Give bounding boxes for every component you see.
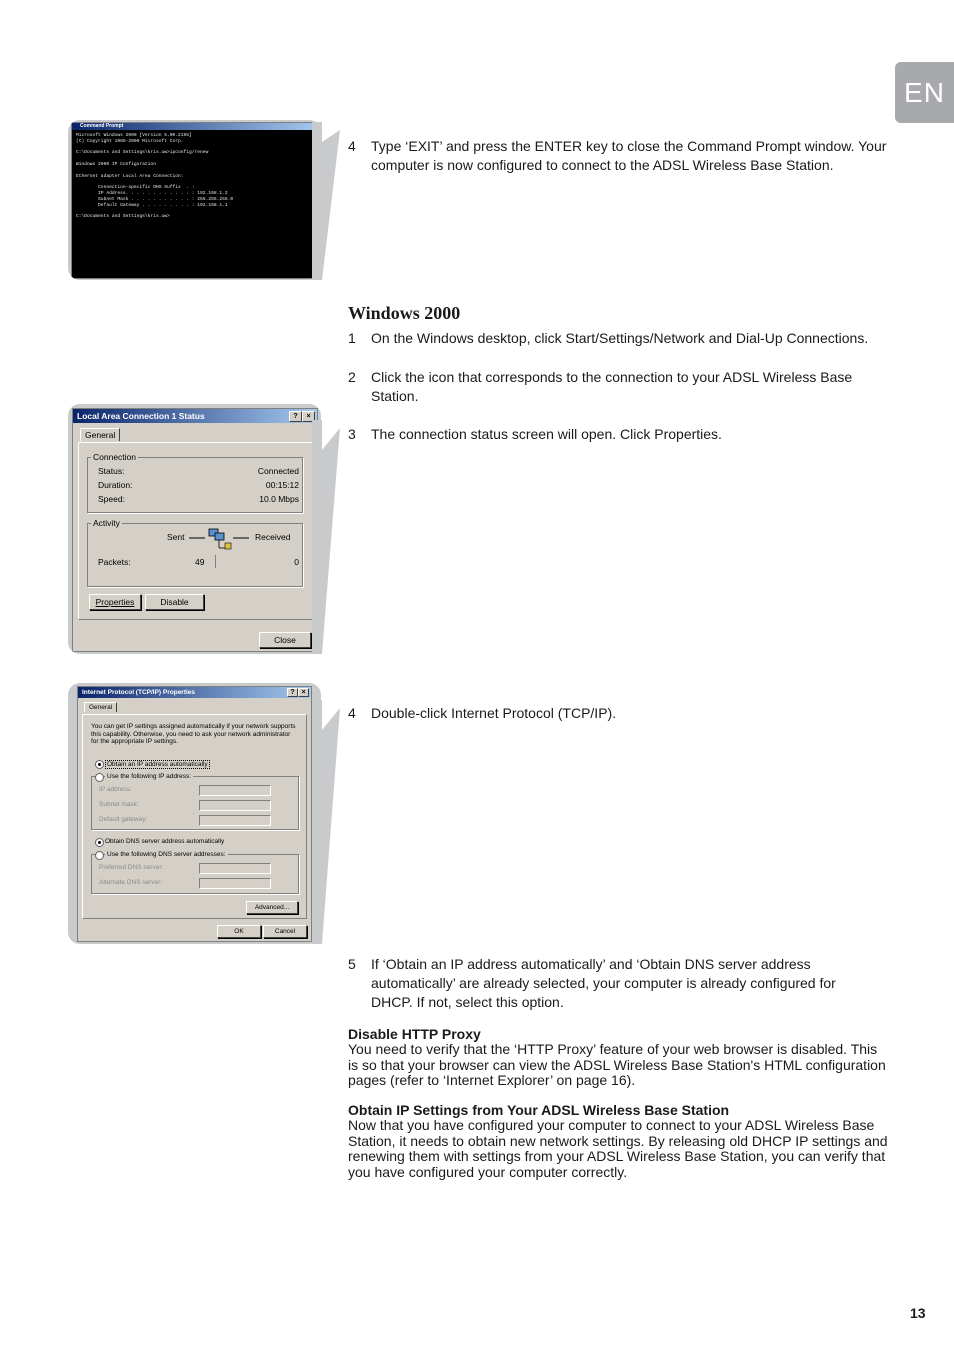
alternate-dns-label: Alternate DNS server: — [99, 879, 163, 886]
close-button[interactable]: Close — [259, 632, 311, 648]
status-value: Connected — [257, 466, 299, 476]
command-prompt-title: Command Prompt — [72, 123, 320, 130]
tab-general[interactable]: General — [80, 428, 120, 441]
duration-label: Duration: — [98, 480, 133, 490]
packets-label: Packets: — [98, 557, 131, 567]
disable-proxy-heading: Disable HTTP Proxy — [348, 1026, 481, 1042]
preferred-dns-label: Preferred DNS server: — [99, 864, 164, 871]
default-gateway-label: Default gateway: — [99, 816, 148, 823]
obtain-dns-auto-radio[interactable] — [95, 838, 104, 847]
sent-label: Sent — [167, 532, 185, 542]
subnet-mask-field[interactable] — [199, 800, 271, 811]
page-number: 13 — [910, 1305, 926, 1321]
use-following-dns-radio[interactable] — [95, 851, 104, 860]
w2k-step-5: 5 If ‘Obtain an IP address automatically’ and ‘Obtain DNS server address automatically’ are already selected, your computer is already configured for DHCP. If not, select this option. — [348, 956, 836, 1010]
use-following-ip-radio[interactable] — [95, 773, 104, 782]
callout-wedge — [312, 700, 340, 944]
w2k-step-4: 4 Double-click Internet Protocol (TCP/IP). — [348, 705, 617, 721]
preferred-dns-field[interactable] — [199, 863, 271, 874]
obtain-ip-auto-label[interactable]: Obtain an IP address automatically — [107, 761, 208, 768]
w2k-step-2: 2 Click the icon that corresponds to the connection to your ADSL Wireless Base Station. — [348, 369, 853, 404]
callout-wedge — [312, 420, 340, 654]
tcpip-intro-text: You can get IP settings assigned automatically if your network supports this capability. Otherwise, you need to ask your network administrator for the appropriate IP settings. — [91, 723, 296, 745]
tcpip-dialog-titlebar: Internet Protocol (TCP/IP) Properties ? × — [78, 687, 311, 698]
obtain-dns-auto-label[interactable]: Obtain DNS server address automatically — [105, 838, 225, 845]
disable-proxy-text: You need to verify that the ‘HTTP Proxy’ feature of your web browser is disabled. This is so that your browser can view the ADSL Wireless Base Station's HTML configuration pages (refer to ‘Internet Explorer’ on page 16). — [348, 1041, 886, 1088]
speed-label: Speed: — [98, 494, 125, 504]
ip-address-label: IP address: — [99, 786, 132, 793]
received-label: Received — [255, 532, 291, 542]
step-exit: 4 Type ‘EXIT’ and press the ENTER key to close the Command Prompt window. Your computer is now configured to connect to the ADSL Wireless Base Station. — [348, 138, 887, 173]
status-panel — [78, 442, 313, 620]
language-tab: EN — [895, 62, 954, 123]
w2k-step-1: 1 On the Windows desktop, click Start/Settings/Network and Dial-Up Connections. — [348, 330, 869, 346]
tcpip-properties-dialog — [77, 686, 312, 942]
advanced-button[interactable]: Advanced... — [246, 901, 298, 914]
duration-value: 00:15:12 — [265, 480, 299, 490]
packets-divider — [215, 555, 216, 568]
close-icon[interactable]: × — [298, 688, 309, 697]
cancel-button[interactable]: Cancel — [263, 925, 307, 938]
status-label: Status: — [98, 466, 125, 476]
command-prompt-window — [71, 122, 321, 279]
connection-status-screenshot — [68, 404, 321, 654]
use-following-dns-label[interactable]: Use the following DNS server addresses: — [107, 851, 226, 858]
tcpip-panel — [82, 714, 307, 919]
obtain-ip-heading: Obtain IP Settings from Your ADSL Wireless Base Station — [348, 1102, 730, 1118]
packets-received-value: 0 — [294, 557, 299, 567]
activity-group-label: Activity — [93, 518, 120, 528]
ip-address-field[interactable] — [199, 785, 271, 796]
network-activity-icon — [185, 526, 253, 552]
subnet-mask-label: Subnet mask: — [99, 801, 139, 808]
obtain-ip-auto-radio[interactable] — [95, 760, 104, 769]
close-icon[interactable]: × — [302, 411, 315, 422]
alternate-dns-field[interactable] — [199, 878, 271, 889]
use-following-ip-label[interactable]: Use the following IP address: — [107, 773, 192, 780]
disable-button[interactable]: Disable — [145, 594, 204, 610]
default-gateway-field[interactable] — [199, 815, 271, 826]
connection-group-label: Connection — [93, 452, 137, 462]
obtain-ip-text: Now that you have configured your computer to connect to your ADSL Wireless Base Station, it needs to obtain new network settings. By releasing old DHCP IP settings and renewing them with settings from your ADSL Wireless Base Station, you can verify that you have configured your computer correctly. — [348, 1117, 888, 1180]
w2k-step-3: 3 The connection status screen will open. Click Properties. — [348, 426, 722, 442]
command-prompt-screenshot — [68, 120, 321, 280]
ok-button[interactable]: OK — [217, 925, 261, 938]
callout-wedge — [312, 122, 340, 280]
windows-2000-heading: Windows 2000 — [348, 303, 461, 323]
properties-button[interactable]: Properties — [89, 594, 141, 610]
help-button[interactable]: ? — [287, 688, 298, 697]
tcpip-properties-screenshot — [68, 683, 321, 944]
connection-status-dialog — [72, 408, 318, 652]
command-prompt-output: Microsoft Windows 2000 [Version 5.00.2195] (C) Copyright 1985-2000 Microsoft Corp. C:\Documents and Settings\kris.uw>ipconfig/renew Windows 2000 IP Configuration Ethernet adapter Local Area Connection: Connection-specific DNS Suffix . : IP Address. . . . . . . . . . . . : 192.168.1.2 Subnet Mask . . . . . . . . . . . : 255.255.255.0 Default Gateway . . . . . . . . . : 192.168.1.1 C:\Documents and Settings\kris.uw> — [76, 133, 234, 220]
packets-sent-value: 49 — [195, 557, 205, 567]
speed-value: 10.0 Mbps — [259, 494, 299, 504]
tab-general[interactable]: General — [84, 702, 117, 712]
status-dialog-titlebar: Local Area Connection 1 Status ? × — [73, 409, 317, 423]
help-button[interactable]: ? — [289, 411, 302, 422]
